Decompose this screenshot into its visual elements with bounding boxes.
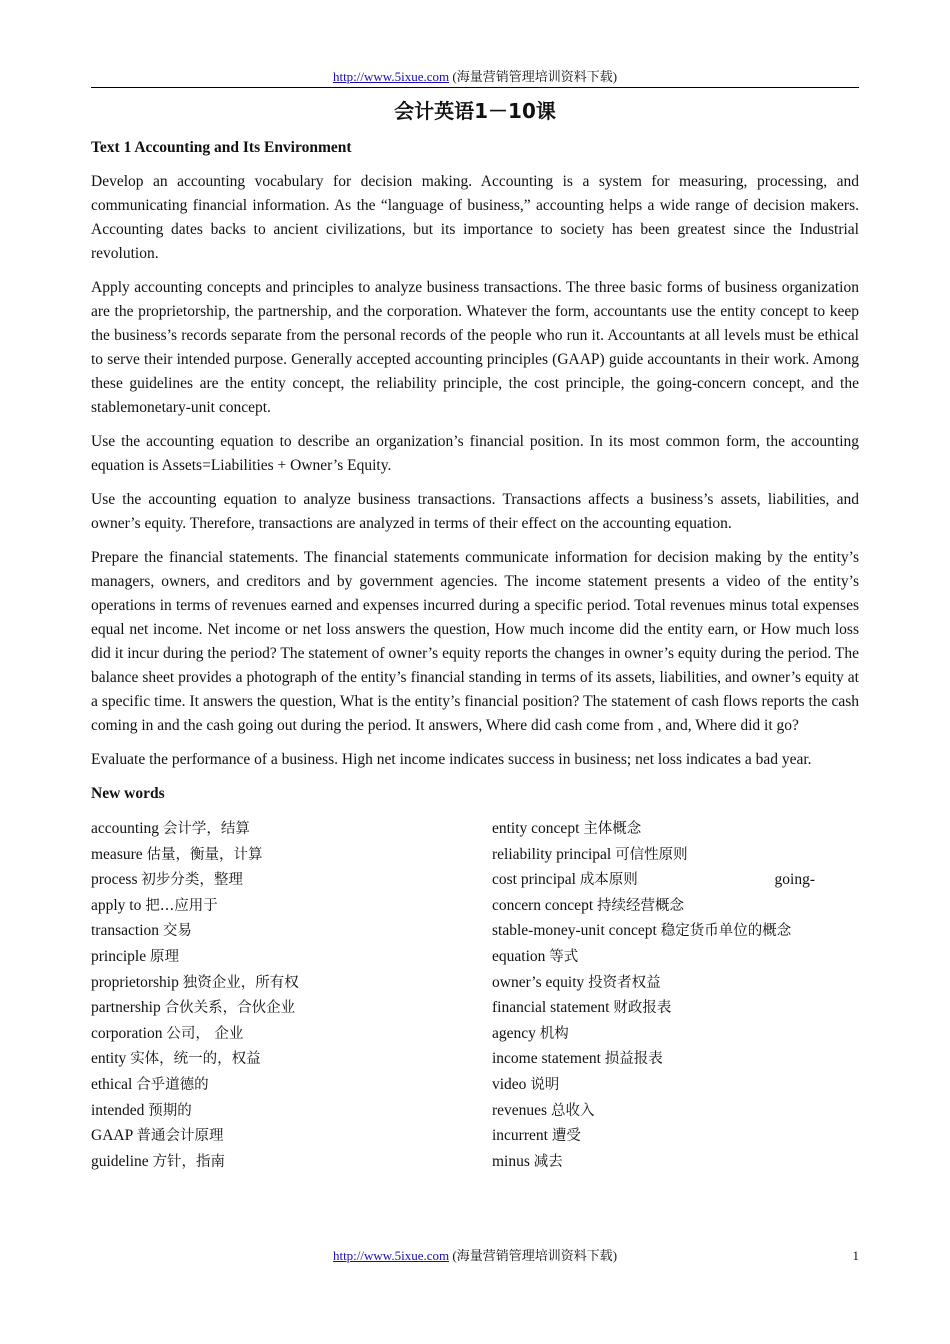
vocab-item: [492, 1072, 859, 1098]
vocab-term: minus: [492, 1152, 530, 1170]
header-link[interactable]: http://www.5ixue.com: [332, 69, 450, 84]
vocab-term: reliability principal: [492, 845, 612, 863]
vocab-gloss: 可信性原则: [615, 846, 688, 863]
vocab-item: [91, 1123, 492, 1149]
vocab-gloss: 总收入: [550, 1102, 595, 1119]
vocab-term: transaction: [91, 922, 160, 940]
page-header: [91, 68, 859, 86]
vocab-item: [91, 842, 492, 868]
vocab-term: accounting: [91, 820, 160, 837]
vocab-item: [91, 944, 492, 970]
vocab-item: [492, 816, 859, 842]
vocab-item: [91, 1098, 492, 1124]
vocab-gloss: 损益报表: [604, 1051, 663, 1068]
page-title: 会计英语1－10课: [394, 99, 556, 123]
vocab-term: owner’s equity: [492, 973, 585, 991]
vocab-term: entity concept: [492, 820, 580, 837]
page-number: 1: [852, 1248, 859, 1263]
vocab-term: revenues: [492, 1101, 548, 1119]
vocab-continuation: going-: [774, 871, 815, 889]
vocab-term: incurrent: [492, 1127, 548, 1145]
vocab-gloss: 财政报表: [613, 1000, 672, 1017]
vocab-term: concern concept: [492, 896, 594, 914]
vocab-term: process: [91, 871, 138, 889]
vocab-term: entity: [91, 1050, 127, 1068]
vocab-gloss: 方针，指南: [152, 1153, 226, 1170]
vocab-term: guideline: [91, 1152, 149, 1170]
vocab-term: video: [492, 1075, 527, 1093]
new-words-heading: New words: [91, 785, 165, 802]
vocab-gloss: 合伙关系，合伙企业: [164, 1000, 296, 1017]
vocab-item: [492, 893, 859, 919]
vocab-item: [91, 867, 492, 893]
vocab-item: [492, 1046, 859, 1072]
vocab-gloss: 把…应用于: [145, 897, 218, 914]
vocab-item: [492, 944, 859, 970]
vocab-term: agency: [492, 1024, 536, 1042]
vocab-gloss: 稳定货币单位的概念: [660, 923, 792, 940]
vocab-item: [492, 970, 859, 996]
vocab-item: [91, 893, 492, 919]
paragraph: Use the accounting equation to describe an organization’s financial position. In its most common form, the accounting equation is Assets=Liabilities + Owner’s Equity.: [91, 433, 859, 474]
vocab-gloss: 主体概念: [583, 821, 642, 837]
footer-link[interactable]: http://www.5ixue.com: [332, 1248, 450, 1263]
vocab-gloss: 预期的: [148, 1102, 192, 1119]
vocab-term: intended: [91, 1101, 145, 1119]
vocab-gloss: 普通会计原理: [136, 1128, 224, 1145]
vocab-term: principle: [91, 947, 147, 965]
vocabulary-column-right: [492, 816, 859, 1174]
vocab-gloss: 公司， 企业: [166, 1025, 244, 1042]
vocab-gloss: 遭受: [551, 1128, 581, 1145]
header-note: (海量营销管理培训资料下载): [452, 69, 618, 84]
paragraph: Use the accounting equation to analyze business transactions. Transactions affects a business’s assets, liabilities, and owner’s equity. Therefore, transactions are analyzed in terms of their effect on the accounting equation.: [91, 491, 859, 532]
vocab-gloss: 初步分类，整理: [141, 872, 243, 889]
vocab-item: [492, 1098, 859, 1124]
vocab-gloss: 会计学，结算: [162, 821, 250, 837]
vocabulary-list: [91, 816, 859, 1174]
vocab-term: ethical: [91, 1075, 133, 1093]
vocab-term: measure: [91, 845, 143, 863]
paragraph: Evaluate the performance of a business. High net income indicates success in business; net loss indicates a bad year.: [91, 751, 812, 768]
vocab-term: proprietorship: [91, 973, 179, 991]
vocab-item: [91, 1149, 492, 1175]
page-footer: [91, 1247, 859, 1265]
vocab-term: apply to: [91, 896, 142, 914]
vocab-item: [492, 918, 859, 944]
header-divider: [91, 87, 859, 88]
vocab-term: GAAP: [91, 1127, 133, 1145]
vocab-item: [91, 816, 492, 842]
vocab-item: [91, 1021, 492, 1047]
vocab-gloss: 原理: [149, 948, 179, 965]
vocab-gloss: 交易: [162, 923, 192, 940]
vocab-item: [91, 1046, 492, 1072]
vocab-gloss: 持续经营概念: [597, 897, 684, 914]
vocab-term: corporation: [91, 1024, 163, 1042]
paragraph: Apply accounting concepts and principles to analyze business transactions. The three basic forms of business organization are the proprietorship, the partnership, and the corporation. Whatever the form, accountants use the entity concept to keep the business’s records separate from the personal records of the people who run it. Accountants at all levels must be ethical to serve their intended purpose. Generally accepted accounting principles (GAAP) guide accountants in their work. Among these guidelines are the entity concept, the reliability principle, the cost principle, the going-concern concept, and the stablemonetary-unit concept.: [91, 279, 859, 416]
vocab-term: partnership: [91, 999, 161, 1017]
vocab-item: [91, 918, 492, 944]
footer-note: (海量营销管理培训资料下载): [452, 1248, 618, 1263]
vocabulary-column-left: [91, 816, 492, 1174]
paragraph: Prepare the financial statements. The financial statements communicate information for decision making by the entity’s managers, owners, and creditors and by government agencies. The income statement presents a video of the entity’s operations in terms of revenues earned and expenses incurred during a specific period. Total revenues minus total expenses equal net income. Net income or net loss answers the question, How much income did the entity earn, or How much loss did it incur during the period? The statement of owner’s equity reports the changes in owner’s equity during the period. The balance sheet provides a photograph of the entity’s financial standing in terms of its assets, liabilities, and owner’s equity at a specific time. It answers the question, What is the entity’s financial position? The statement of cash flows reports the cash coming in and the cash going out during the period. It answers, Where did cash come from , and, Where did it go?: [91, 549, 859, 734]
vocab-term: income statement: [492, 1050, 601, 1068]
vocab-gloss: 机构: [539, 1025, 569, 1042]
document-body: [91, 136, 859, 1174]
vocab-item: [492, 1021, 859, 1047]
vocab-term: cost principal: [492, 871, 576, 889]
vocab-gloss: 估量，衡量，计算: [146, 846, 263, 863]
vocab-gloss: 说明: [530, 1076, 560, 1093]
vocab-item: [91, 995, 492, 1021]
vocab-gloss: 成本原则: [579, 872, 638, 889]
vocab-term: equation: [492, 947, 546, 965]
section-heading: Text 1 Accounting and Its Environment: [91, 139, 352, 156]
vocab-item: [492, 1149, 859, 1175]
vocab-gloss: 等式: [549, 948, 579, 965]
vocab-term: financial statement: [492, 999, 610, 1017]
vocab-item: [91, 970, 492, 996]
vocab-item: [492, 995, 859, 1021]
paragraph: Develop an accounting vocabulary for decision making. Accounting is a system for measuring, processing, and communicating financial information. As the “language of business,” accounting helps a wide range of decision makers. Accounting dates backs to ancient civilizations, but its importance to society has been greatest since the Industrial revolution.: [91, 173, 859, 262]
vocab-gloss: 独资企业，所有权: [182, 974, 299, 991]
vocab-gloss: 投资者权益: [588, 974, 661, 991]
vocab-item: [91, 1072, 492, 1098]
vocab-gloss: 实体，统一的，权益: [130, 1051, 261, 1068]
vocab-item: [492, 1123, 859, 1149]
vocab-item: [492, 842, 859, 868]
vocab-item: [492, 867, 859, 893]
vocab-gloss: 合乎道德的: [136, 1076, 209, 1093]
vocab-term: stable-money-unit concept: [492, 922, 657, 940]
vocab-gloss: 减去: [533, 1153, 563, 1170]
